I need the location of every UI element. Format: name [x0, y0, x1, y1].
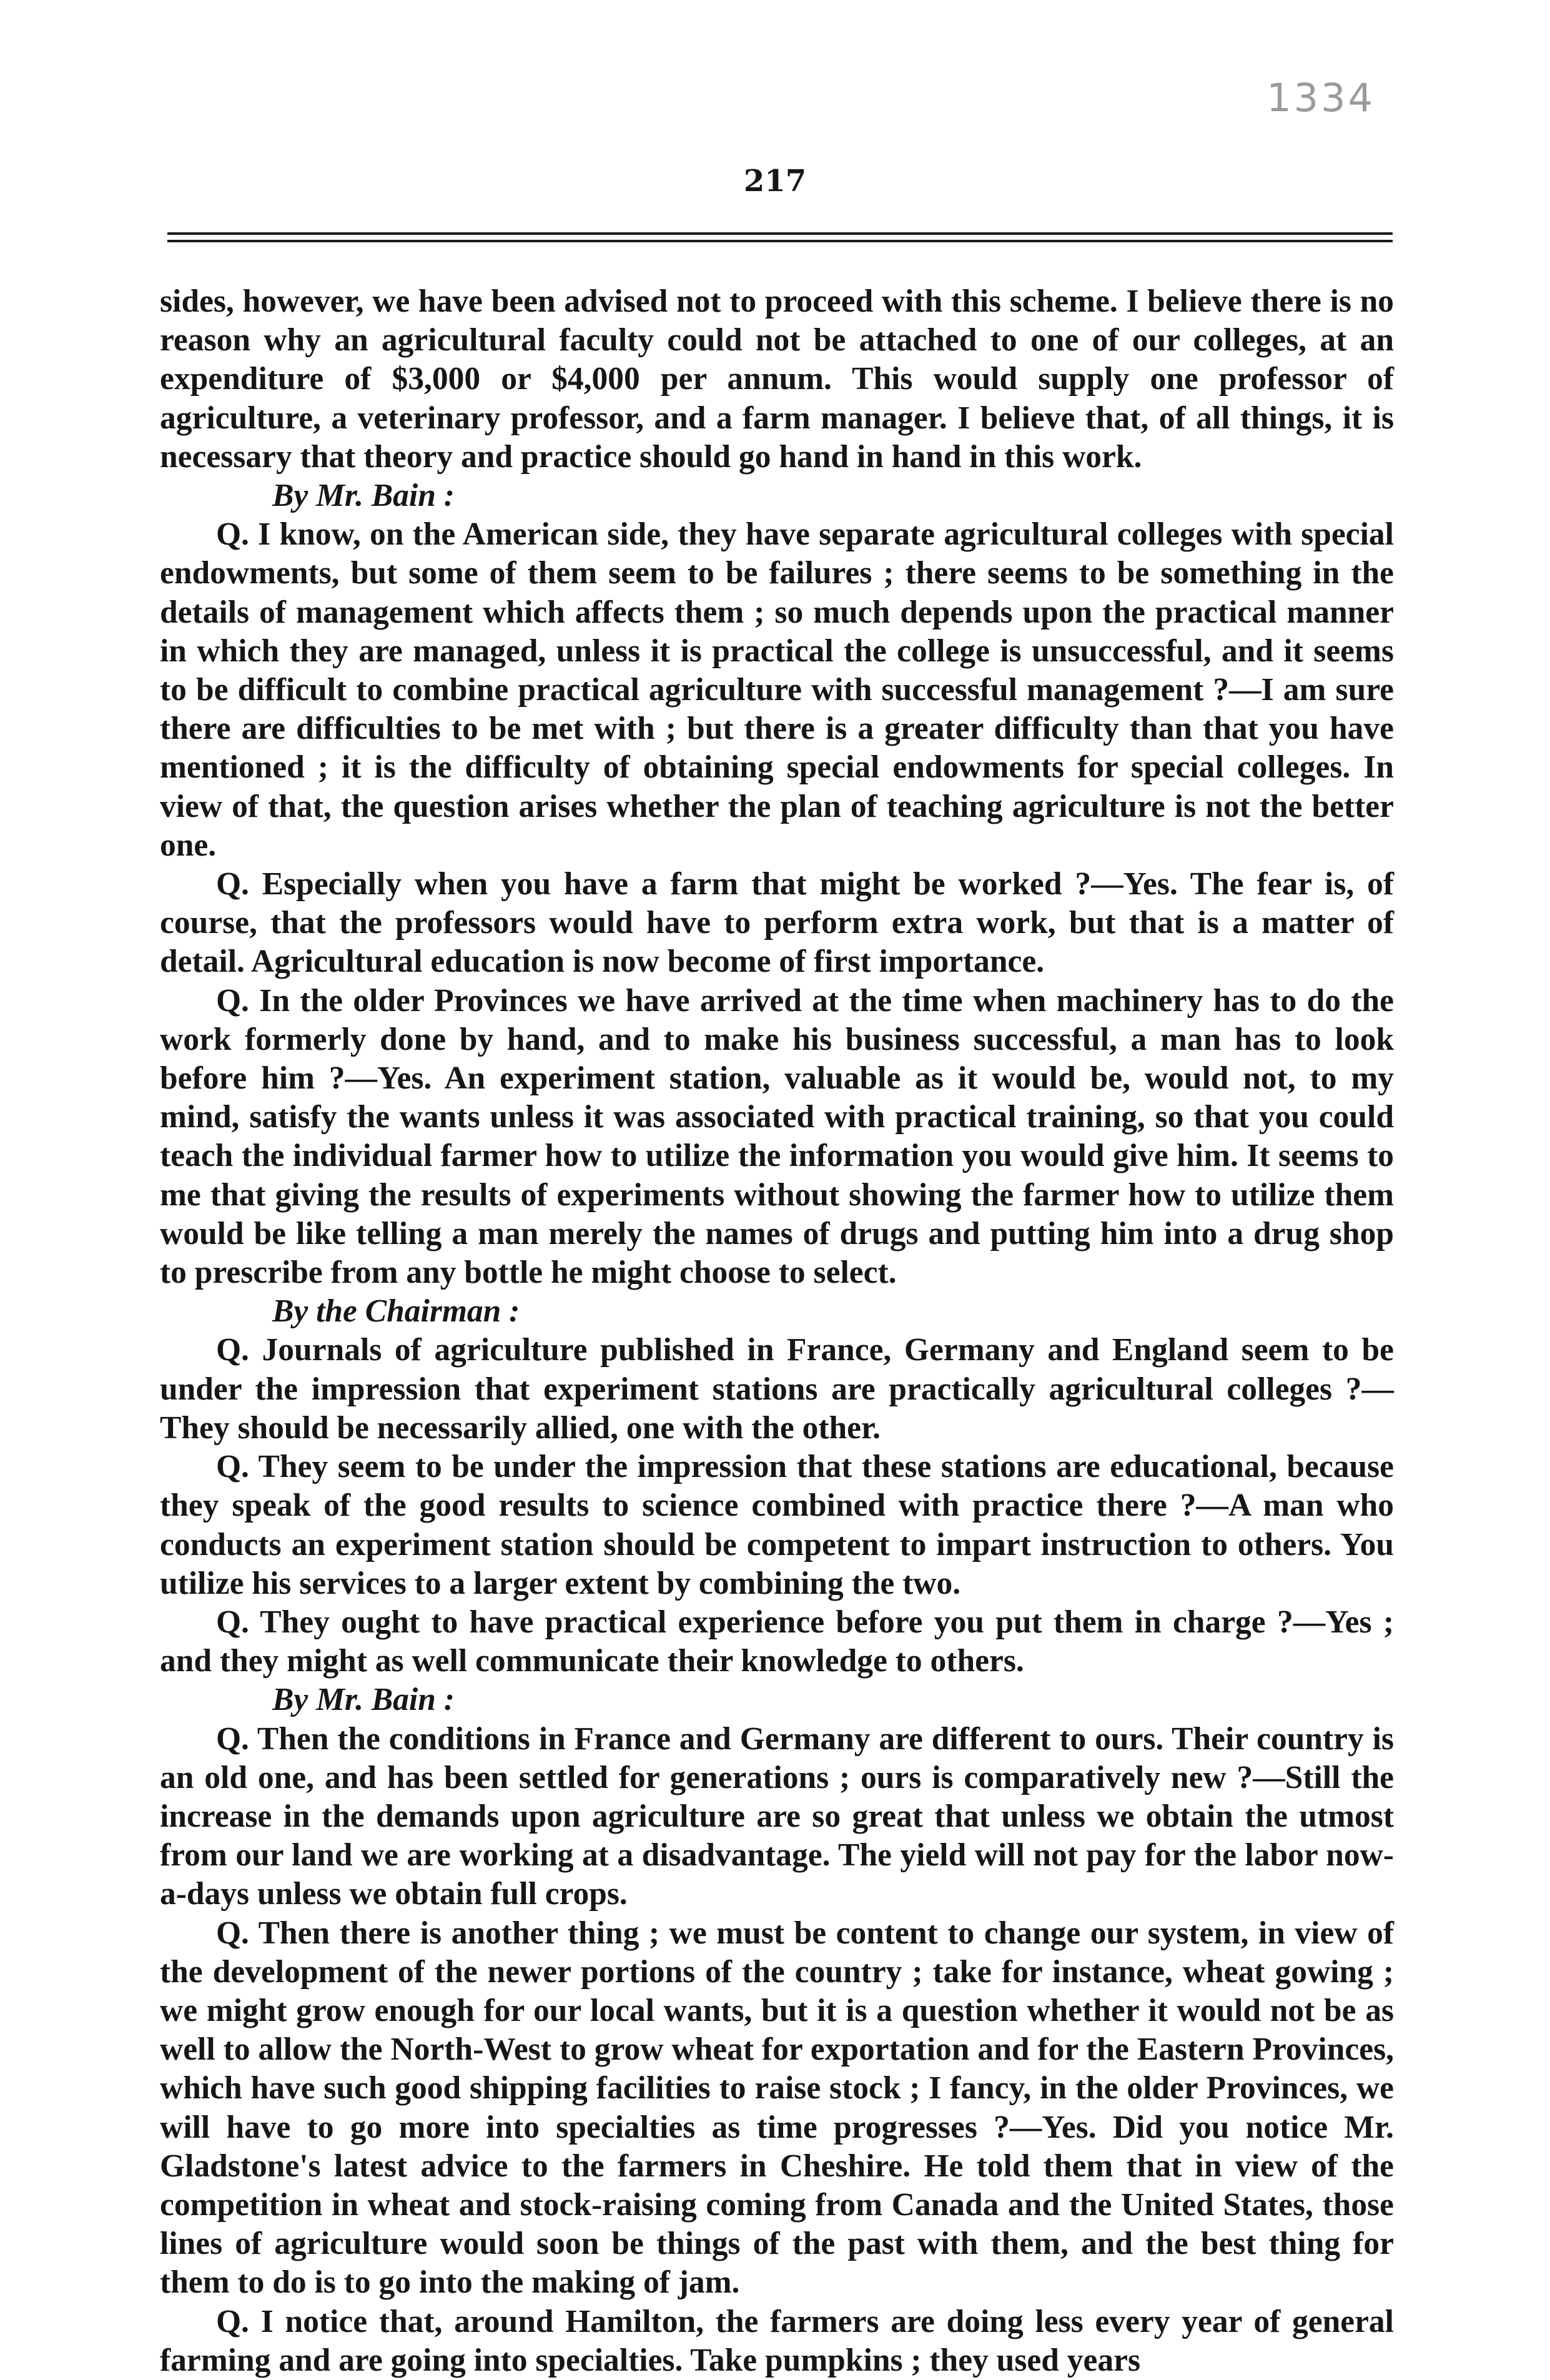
page-number: 217	[743, 164, 807, 199]
speaker-heading: By Mr. Bain :	[272, 478, 455, 514]
paragraph: Q. Journals of agriculture published in France, Germany and England seem to be under the impression that experiment stations are practically agricultural colleges ?—They should be necessarily allied, one with the other.	[160, 1332, 1394, 1446]
header-rule-top	[167, 232, 1393, 235]
paragraph: Q. They ought to have practical experience before you put them in charge ?—Yes ; and they might as well communicate their knowledge to others.	[160, 1604, 1394, 1679]
handwritten-margin-mark: 1334	[1266, 75, 1375, 121]
paragraph: Q. Especially when you have a farm that might be worked ?—Yes. The fear is, of course, that the professors would have to perform extra work, but that is a matter of detail. Agricultural education is now become of first importance.	[160, 866, 1394, 980]
paragraph: sides, however, we have been advised not to proceed with this scheme. I believe there is no reason why an agricultural faculty could not be attached to one of our colleges, at an expenditure of $3,000 or $4,000 per annum. This would supply one professor of agriculture, a veterinary professor, and a farm manager. I believe that, of all things, it is necessary that theory and practice should go hand in hand in this work.	[160, 284, 1394, 475]
paragraph: Q. Then there is another thing ; we must be content to change our system, in view of the development of the newer portions of the country ; take for instance, wheat gowing ; we might grow enough for our local wants, but it is a question whether it would not be as well to allow the North-West to grow wheat for exportation and for the Eastern Provinces, which have such good shipping facilities to raise stock ; I fancy, in the older Provinces, we will have to go more into specialties as time progresses ?—Yes. Did you notice Mr. Gladstone's latest advice to the farmers in Cheshire. He told them that in view of the competition in wheat and stock-raising coming from Canada and the United States, those lines of agriculture would soon be things of the past with them, and the best thing for them to do is to go into the making of jam.	[160, 1915, 1394, 2301]
header-rule-bottom	[167, 240, 1393, 242]
paragraph: Q. I notice that, around Hamilton, the farmers are doing less every year of general farming and are going into specialties. Take pumpkins ; they used years	[160, 2303, 1394, 2378]
speaker-heading: By the Chairman :	[272, 1293, 520, 1330]
paragraph: Q. In the older Provinces we have arrived at the time when machinery has to do the work formerly done by hand, and to make his business successful, a man has to look before him ?—Yes. An experiment station, valuable as it would be, would not, to my mind, satisfy the wants unless it was associated with practical training, so that you could teach the individual farmer how to utilize the information you would give him. It seems to me that giving the results of experiments without showing the farmer how to utilize them would be like telling a man merely the names of drugs and putting him into a drug shop to prescribe from any bottle he might choose to select.	[160, 982, 1394, 1291]
speaker-heading: By Mr. Bain :	[272, 1682, 455, 1718]
paragraph: Q. They seem to be under the impression that these stations are educational, because they speak of the good results to science combined with practice there ?—A man who conducts an experiment station should be competent to impart instruction to others. You utilize his services to a larger extent by combining the two.	[160, 1449, 1394, 1601]
paragraph: Q. I know, on the American side, they have separate agricultural colleges with special endowments, but some of them seem to be failures ; there seems to be something in the details of management which affects them ; so much depends upon the practical manner in which they are managed, unless it is practical the college is unsuccessful, and it seems to be difficult to combine practical agriculture with successful management ?—I am sure there are difficulties to be met with ; but there is a greater difficulty than that you have mentioned ; it is the difficulty of obtaining special endowments for special colleges. In view of that, the question arises whether the plan of teaching agriculture is not the better one.	[160, 516, 1394, 863]
paragraph: Q. Then the conditions in France and Germany are different to ours. Their country is an old one, and has been settled for generations ; ours is comparatively new ?—Still the increase in the demands upon agriculture are so great that unless we obtain the utmost from our land we are working at a disadvantage. The yield will not pay for the labor now-a-days unless we obtain full crops.	[160, 1721, 1394, 1912]
body-text	[160, 282, 1394, 2380]
